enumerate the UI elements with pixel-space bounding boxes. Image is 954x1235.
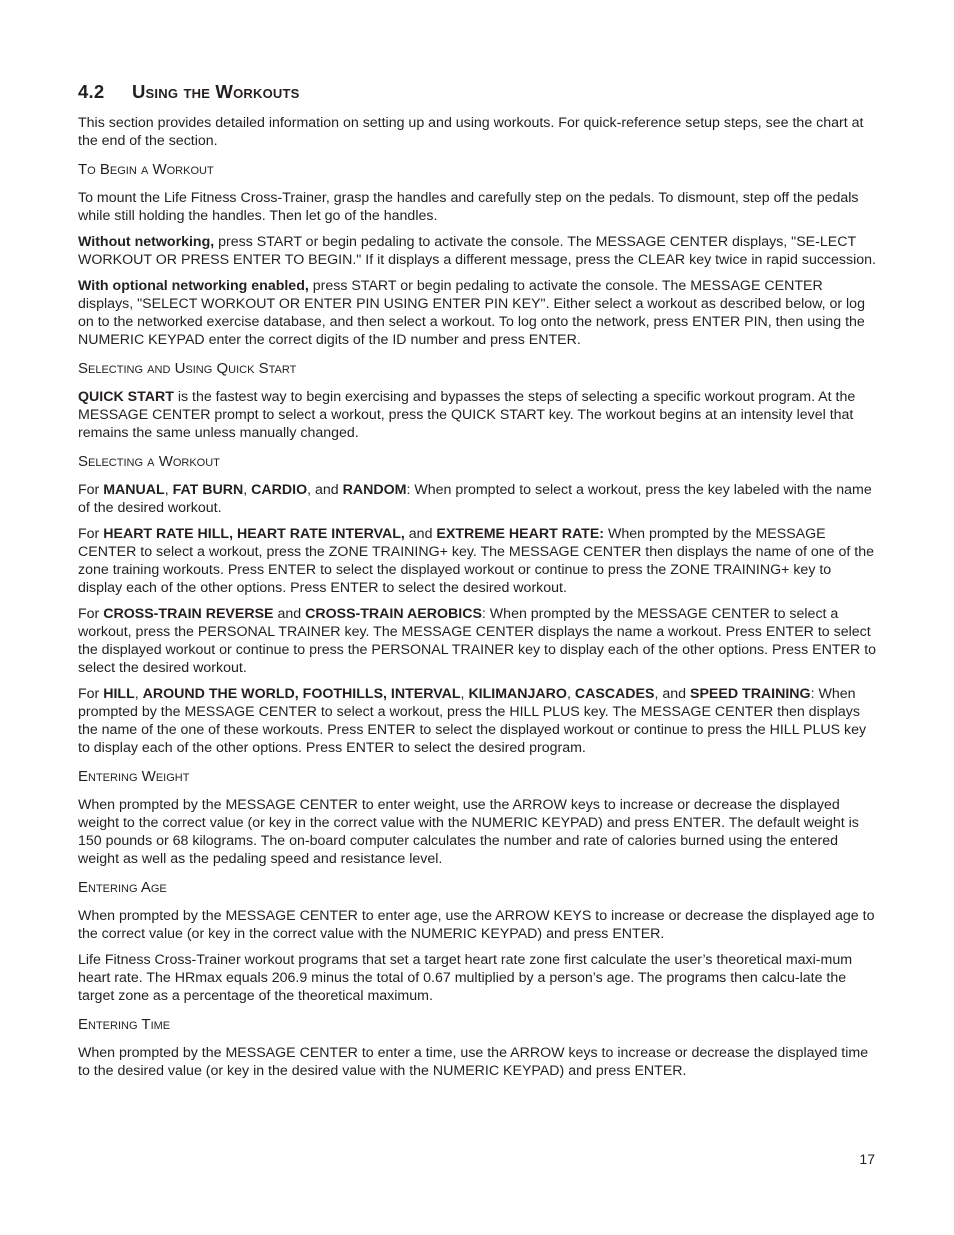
heading-entering-time: Entering Time [78,1016,171,1033]
text-run: , [164,482,173,498]
text-run: and [273,606,306,622]
document-page [78,80,878,1090]
heading-quick-start: Selecting and Using Quick Start [78,360,297,377]
bold-run: CASCADES [574,686,655,702]
heading-entering-age: Entering Age [78,879,167,896]
select-basic-paragraph [78,481,878,517]
select-workout-block [78,481,878,757]
bold-lead: QUICK START [78,389,174,405]
section-number: 4.2 [78,81,105,102]
text-run: : When prompted by the MESSAGE CENTER to select a workout, press the PERSONAL TRAINER key. The MESSAGE CENTER displays the name a workout. Press ENTER to select the displayed workout or continue to press the PERSONAL TRAINER key to display each of the other options. Press ENTER to select the desired workout. [78,606,877,676]
paragraph-text: press START or begin pedaling to activate the console. The MESSAGE CENTER displays, "SE-LECT WORKOUT OR PRESS ENTER TO BEGIN." If it displays a different message, press the CLEAR key twice in rapid succession. [78,234,876,268]
text-run: For [78,606,104,622]
section-intro-block [78,114,878,150]
begin-network-paragraph [78,277,878,349]
section-intro: This section provides detailed information on setting up and using workouts. For quick-reference setup steps, see the chart at the end of the section. [78,115,864,149]
quick-start-paragraph [78,388,878,442]
bold-run: RANDOM [342,482,407,498]
select-heart-rate-paragraph [78,525,878,597]
select-cross-train-paragraph [78,605,878,677]
paragraph-text: press START or begin pedaling to activate the console. The MESSAGE CENTER displays, "SELECT WORKOUT OR ENTER PIN USING ENTER PIN KEY". Either select a workout as described below, or log on to the networked exercise database, and then select a workout. To log onto the network, press ENTER PIN, then using the NUMERIC KEYPAD enter the correct digits of the ID number and press ENTER. [78,278,865,348]
section-title: Using the Workouts [132,81,300,102]
text-run: For [78,482,104,498]
text-run: , and [307,482,343,498]
age-paragraph: When prompted by the MESSAGE CENTER to enter age, use the ARROW KEYS to increase or decrease the displayed age to the correct value (or key in the correct value with the NUMERIC KEYPAD) and press ENTER. [78,908,875,942]
text-run: , [460,686,469,702]
weight-paragraph: When prompted by the MESSAGE CENTER to enter weight, use the ARROW keys to increase or decrease the displayed weight to the correct value (or key in the correct value with the NUMERIC KEYPAD) and press ENTER. The default weight is 150 pounds or 68 kilograms. The on-board computer calculates the number and rate of calories burned using the entered weight as well as the pedaling speed and resistance level. [78,797,859,867]
text-run: , [134,686,143,702]
paragraph-text: is the fastest way to begin exercising and bypasses the steps of selecting a specific workout program. At the MESSAGE CENTER prompt to select a workout, press the QUICK START key. The workout begins at an intensity level that remains the same unless manually changed. [78,389,856,441]
bold-run: CARDIO [251,482,308,498]
quick-start-block [78,388,878,442]
bold-run: HILL [103,686,135,702]
bold-run: CROSS-TRAIN REVERSE [103,606,274,622]
text-run: , and [654,686,690,702]
heading-entering-weight: Entering Weight [78,768,190,785]
heading-begin-workout: To Begin a Workout [78,161,214,178]
page-number: 17 [859,1151,875,1167]
bold-run: CROSS-TRAIN AEROBICS [305,606,482,622]
bold-run: AROUND THE WORLD, FOOTHILLS, INTERVAL [142,686,461,702]
text-run: For [78,686,104,702]
begin-no-network-paragraph [78,233,878,269]
begin-workout-block [78,189,878,349]
bold-run: KILIMANJARO [468,686,567,702]
bold-lead: With optional networking enabled, [78,278,309,294]
text-run: , [566,686,575,702]
text-run: : When prompted to select a workout, press the key labeled with the name of the desired workout. [78,482,872,516]
entering-weight-block [78,796,878,868]
heart-rate-max-paragraph: Life Fitness Cross-Trainer workout programs that set a target heart rate zone first calculate the user’s theoretical maxi-mum heart rate. The HRmax equals 206.9 minus the total of 0.67 multiplied by a person’s age. The programs then calcu-late the target zone as a percentage of the theoretical maximum. [78,952,853,1004]
bold-run: EXTREME HEART RATE: [436,526,605,542]
bold-run: HEART RATE HILL, HEART RATE INTERVAL, [103,526,405,542]
bold-run: MANUAL [103,482,165,498]
bold-run: SPEED TRAINING [689,686,811,702]
entering-time-block [78,1044,878,1080]
time-paragraph: When prompted by the MESSAGE CENTER to enter a time, use the ARROW keys to increase or decrease the displayed time to the desired value (or key in the desired value with the NUMERIC KEYPAD) and press ENTER. [78,1045,869,1079]
text-run: : When prompted by the MESSAGE CENTER to select a workout, press the HILL PLUS key. The MESSAGE CENTER then displays the name of the one of these workouts. Press ENTER to select the displayed workout or continue to press the HILL PLUS key to display each of the other options. Press ENTER to select the desired program. [78,686,867,756]
select-hill-paragraph [78,685,878,757]
text-run: When prompted by the MESSAGE CENTER to select a workout, press the ZONE TRAINING+ key. The MESSAGE CENTER then displays the name of one of the zone training workouts. Press ENTER to select the displayed workout or continue to press the ZONE TRAINING+ key to display each of the other options. Press ENTER to select the desired workout. [78,526,875,596]
bold-lead: Without networking, [78,234,215,250]
bold-run: FAT BURN [172,482,244,498]
begin-mount-paragraph: To mount the Life Fitness Cross-Trainer, grasp the handles and carefully step on the pedals. To dismount, step off the pedals while still holding the handles. Then let go of the handles. [78,190,859,224]
text-run: , [243,482,252,498]
heading-select-workout: Selecting a Workout [78,453,220,470]
text-run: and [404,526,437,542]
section-heading [78,80,878,104]
entering-age-block [78,907,878,1005]
text-run: For [78,526,104,542]
